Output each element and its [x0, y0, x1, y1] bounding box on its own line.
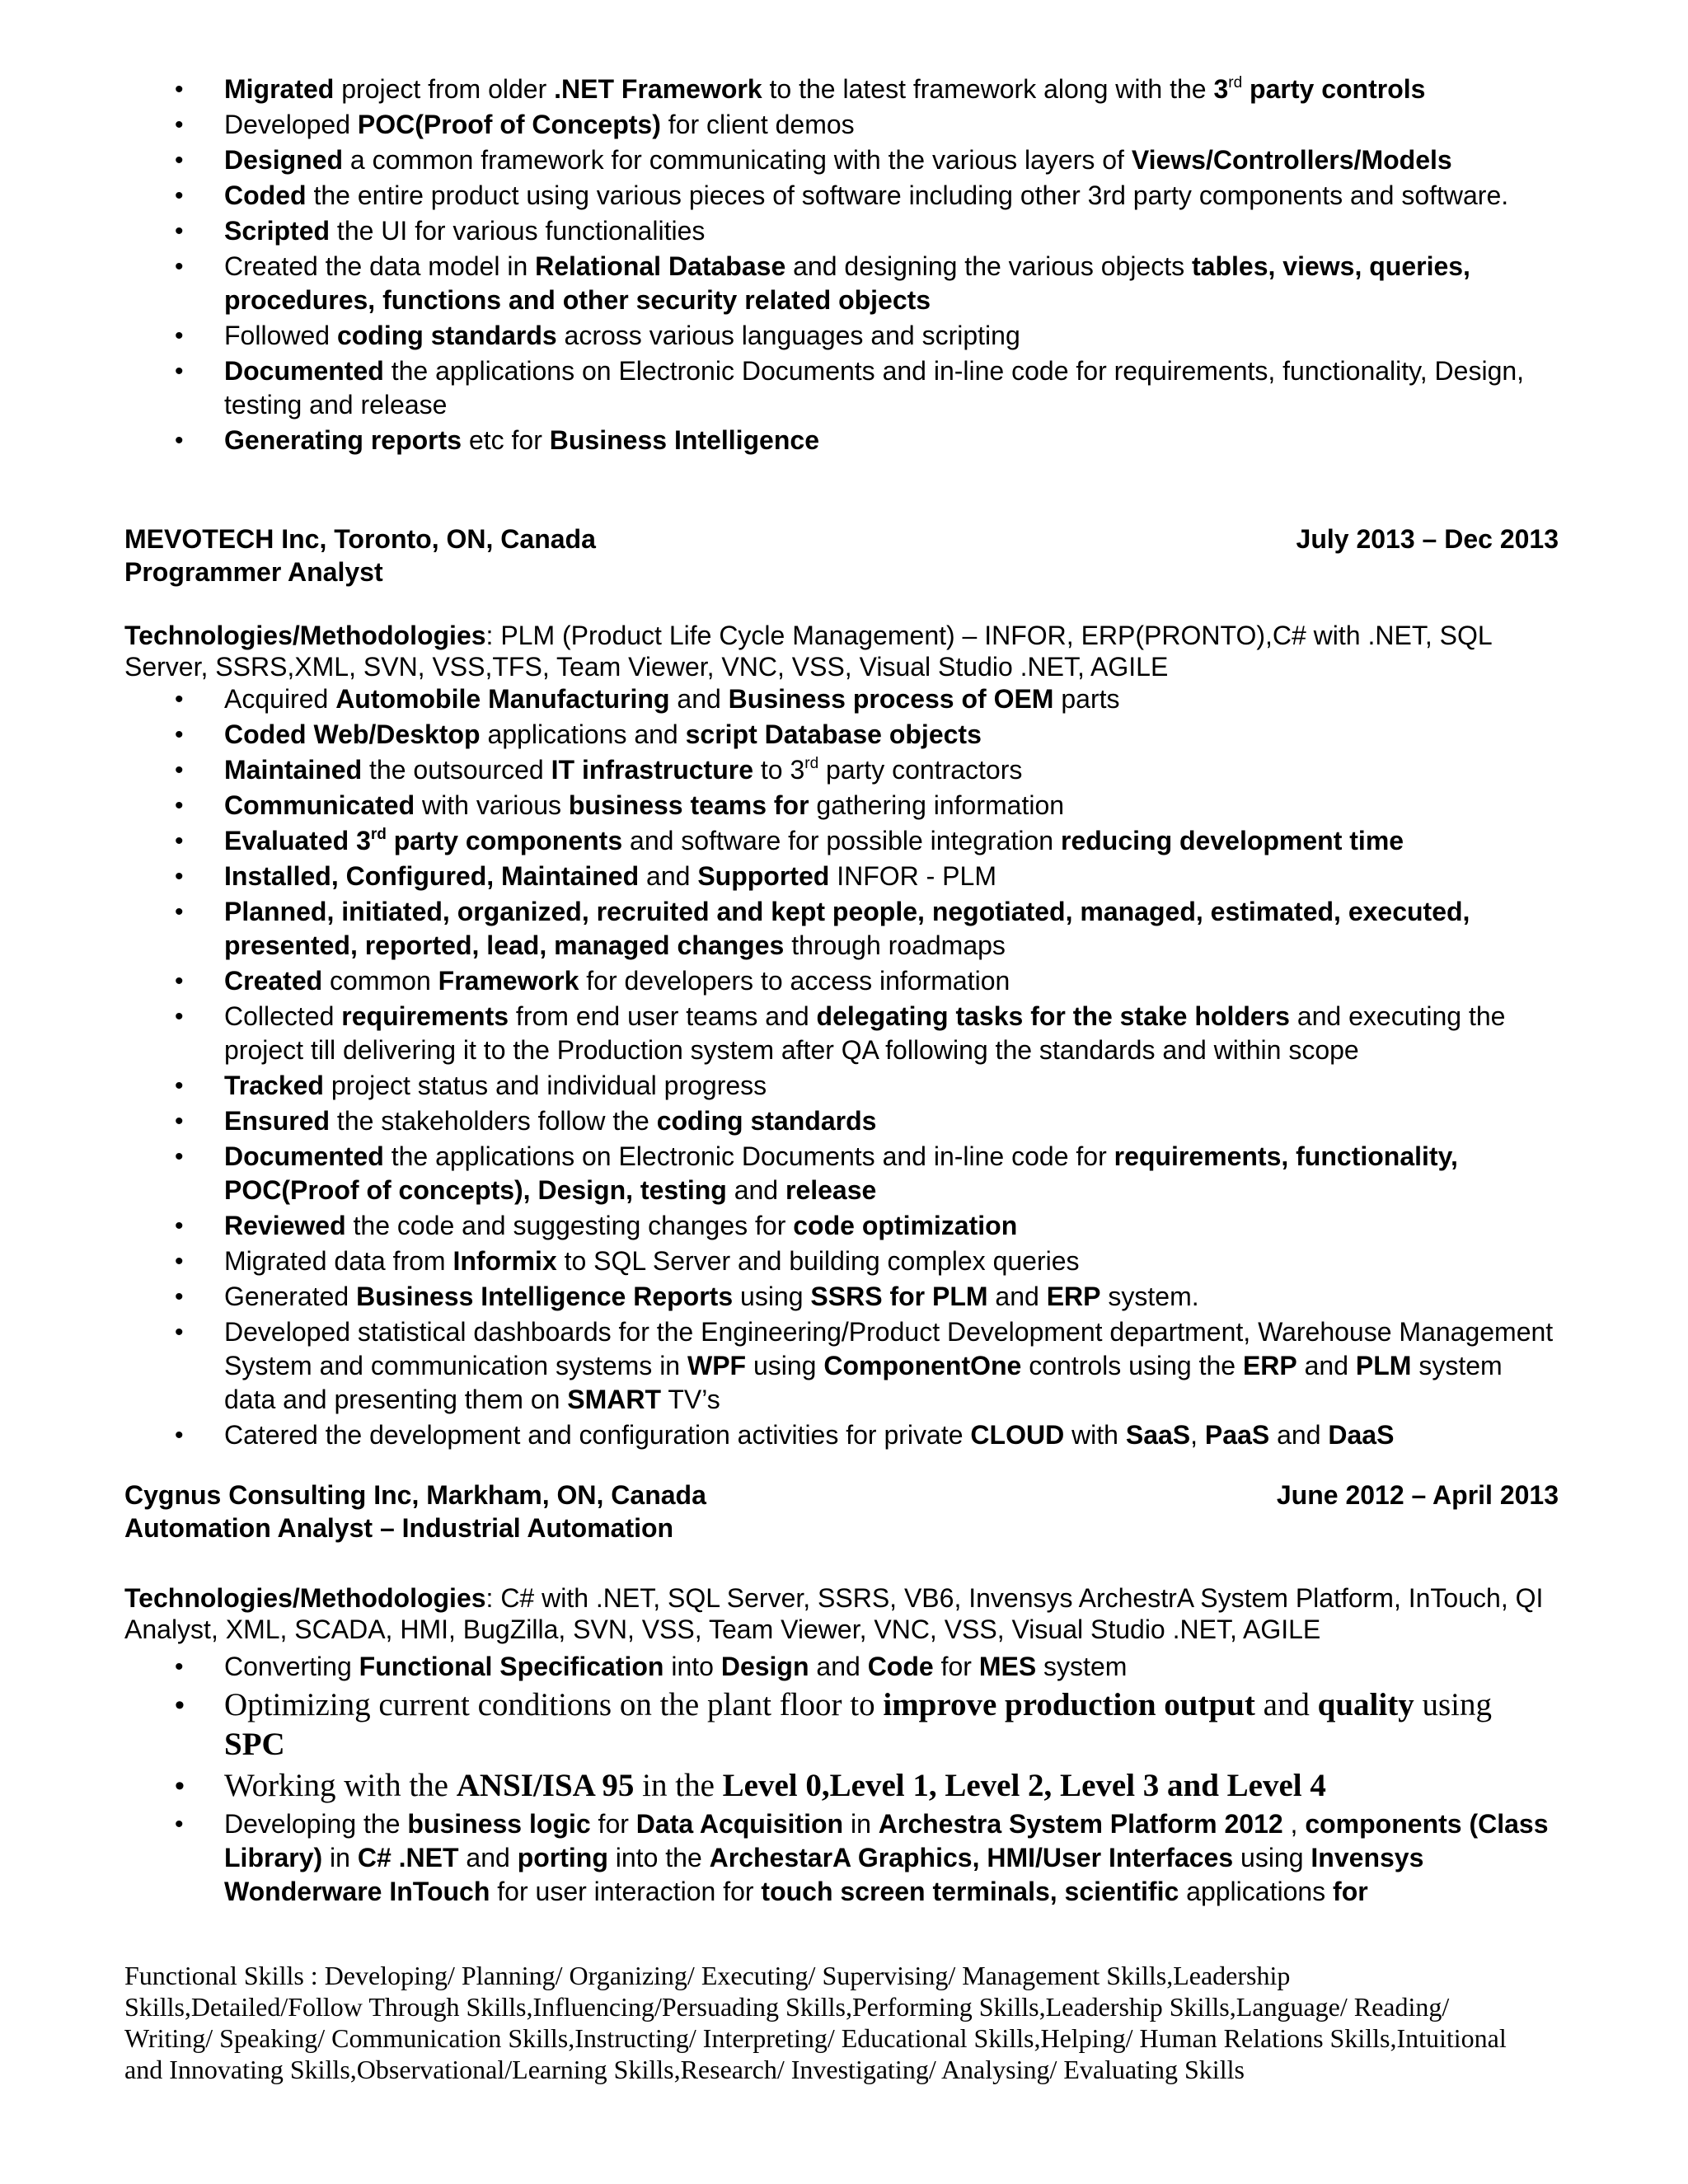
text-run: system data and presenting them on [224, 1351, 1503, 1414]
text-run: tables, views, queries, procedures, functions and other security related objects [224, 251, 1470, 315]
text-run: project status and individual progress [323, 1071, 767, 1100]
text-run: through roadmaps [784, 930, 1006, 960]
text-run: TV’s [661, 1385, 720, 1414]
text-run: for [933, 1652, 979, 1681]
text-run: and [458, 1843, 518, 1872]
text-run: : PLM (Product Life Cycle Management) – INFOR, ERP(PRONTO),C# with .NET, SQL Server, SSRS,XML, SVN, VSS,TFS, Team Viewer, VNC, VSS, Visual Studio .NET, AGILE [124, 621, 1492, 682]
text-run: Coded [224, 180, 307, 210]
text-run: touch screen terminals, scientific [761, 1877, 1179, 1906]
bullet-item [0, 964, 1688, 998]
bullet-dot-icon: • [175, 1653, 184, 1680]
text-run: Business Intelligence Reports [356, 1282, 734, 1311]
bullet-dot-icon: • [175, 757, 184, 784]
text-run: and [1254, 1687, 1318, 1722]
text-run: Documented [224, 356, 384, 386]
job2-title: Automation Analyst – Industrial Automation [124, 1513, 674, 1543]
text-run: IT infrastructure [551, 755, 753, 785]
text-run: in the [634, 1768, 723, 1803]
bullet-dot-icon: • [175, 253, 184, 280]
text-run: INFOR - PLM [829, 861, 996, 891]
text-run: the UI for various functionalities [330, 216, 706, 246]
text-run: Designed [224, 145, 344, 175]
text-run: with [1064, 1420, 1126, 1450]
text-run: the applications on Electronic Documents and in-line code for requirements, functionality, Design, testing and release [224, 356, 1525, 419]
text-run: improve production output [883, 1687, 1255, 1722]
text-run: Working with the [224, 1768, 457, 1803]
bullet-item [0, 895, 1688, 963]
bullet-item [0, 1280, 1688, 1314]
text-run: Relational Database [535, 251, 786, 281]
bullet-dot-icon: • [175, 968, 184, 995]
text-run: quality [1317, 1687, 1414, 1722]
bullet-dot-icon: • [175, 1212, 184, 1240]
bullet-dot-icon: • [175, 1283, 184, 1310]
bullet-item [0, 250, 1688, 317]
text-run: Archestra System Platform 2012 [878, 1809, 1283, 1839]
text-run: reducing development time [1060, 826, 1404, 855]
text-run: rd [1228, 74, 1243, 91]
text-run: a common framework for communicating with the various layers of [343, 145, 1132, 175]
text-run: Created the data model in [224, 251, 536, 281]
text-run: and [1269, 1420, 1329, 1450]
text-run: and [987, 1282, 1047, 1311]
text-run: the entire product using various pieces of software including other 3rd party components and software. [306, 180, 1509, 210]
bullet-item [0, 1000, 1688, 1067]
text-run: Optimizing current conditions on the plant floor to [224, 1687, 884, 1722]
text-run: and software for possible integration [622, 826, 1061, 855]
text-run: Installed, Configured, Maintained [224, 861, 640, 891]
text-run: parts [1053, 684, 1120, 714]
job1-technologies [124, 620, 1567, 682]
text-run: Developing the [224, 1809, 408, 1839]
text-run: to 3 [753, 755, 805, 785]
text-run: Migrated data from [224, 1246, 453, 1276]
job2-dates: June 2012 – April 2013 [1276, 1480, 1559, 1510]
text-run: for [590, 1809, 636, 1839]
text-run: Business Intelligence [549, 425, 819, 455]
job2-header [124, 1479, 1559, 1544]
text-run: Maintained [224, 755, 363, 785]
text-run: Documented [224, 1141, 384, 1171]
text-run: SaaS [1125, 1420, 1191, 1450]
text-run: Followed [224, 321, 337, 350]
text-run: , [1282, 1809, 1306, 1839]
text-run: ERP [1046, 1282, 1101, 1311]
bullet-item [0, 1418, 1688, 1452]
bullet-dot-icon: • [175, 76, 184, 103]
text-run: DaaS [1328, 1420, 1395, 1450]
text-run: Converting [224, 1652, 359, 1681]
bullet-dot-icon: • [175, 218, 184, 245]
text-run: ERP [1242, 1351, 1297, 1380]
bullet-dot-icon: • [175, 863, 184, 890]
text-run: , [1190, 1420, 1205, 1450]
bullet-dot-icon: • [175, 1690, 185, 1721]
text-run: system [1036, 1652, 1128, 1681]
text-run: Design [720, 1652, 809, 1681]
text-run: Communicated [224, 790, 415, 820]
bullet-dot-icon: • [175, 358, 184, 385]
bullet-dot-icon: • [175, 686, 184, 713]
text-run: gathering information [809, 790, 1065, 820]
text-run: Framework [438, 966, 579, 996]
job2-technologies [124, 1582, 1567, 1645]
text-run: and designing the various objects [785, 251, 1192, 281]
text-run: script Database objects [685, 719, 982, 749]
text-run: the applications on Electronic Documents and in-line code for [383, 1141, 1114, 1171]
bullet-item [0, 682, 1688, 716]
text-run: 3 [1213, 74, 1229, 104]
bullet-item [0, 1315, 1688, 1417]
text-run: using [733, 1282, 811, 1311]
text-run: Automobile Manufacturing [335, 684, 670, 714]
text-run: and [726, 1175, 785, 1205]
text-run: and executing the project till delivering it to the Production system after QA following the standards and within scope [224, 1001, 1506, 1065]
text-run: SPC [224, 1727, 285, 1762]
text-run: Supported [697, 861, 830, 891]
text-run: PaaS [1204, 1420, 1270, 1450]
text-run: Catered the development and configuration activities for private [224, 1420, 971, 1450]
text-run: the stakeholders follow the [330, 1106, 657, 1136]
text-run: Informix [452, 1246, 557, 1276]
bullet-item [0, 824, 1688, 858]
job2-company: Cygnus Consulting Inc, Markham, ON, Canada [124, 1480, 706, 1510]
text-run: Acquired [224, 684, 336, 714]
bullet-item [0, 354, 1688, 422]
text-run: business teams for [568, 790, 809, 820]
text-run: into the [607, 1843, 710, 1872]
bullet-dot-icon: • [175, 1770, 185, 1802]
bullet-item [0, 319, 1688, 353]
text-run: for client demos [660, 110, 855, 139]
bullet-item [0, 753, 1688, 787]
text-run: to the latest framework along with the [762, 74, 1214, 104]
text-run: Data Acquisition [635, 1809, 844, 1839]
text-run: .NET Framework [554, 74, 762, 104]
text-run: and [639, 861, 698, 891]
text-run: applications and [480, 719, 686, 749]
text-run: CLOUD [970, 1420, 1065, 1450]
bullet-item [0, 1650, 1688, 1684]
text-run: the code and suggesting changes for [345, 1211, 794, 1240]
text-run: Scripted [224, 216, 331, 246]
text-run: SSRS for PLM [810, 1282, 988, 1311]
text-run: project from older [334, 74, 555, 104]
text-run: Functional Specification [359, 1652, 664, 1681]
text-run: Tracked [224, 1071, 324, 1100]
bullet-item [0, 73, 1688, 106]
text-run: for [1333, 1877, 1368, 1906]
bullet-item [0, 1244, 1688, 1278]
text-run: Ensured [224, 1106, 331, 1136]
text-run: PLM [1355, 1351, 1412, 1380]
text-run: Business process of OEM [728, 684, 1054, 714]
text-run: using [1233, 1843, 1311, 1872]
bullet-dot-icon: • [175, 111, 184, 138]
text-run: into [663, 1652, 721, 1681]
bullet-dot-icon: • [175, 1003, 184, 1030]
text-run: Coded Web/Desktop [224, 719, 481, 749]
text-run: Generated [224, 1282, 357, 1311]
text-run: in [843, 1809, 879, 1839]
job1-header [124, 523, 1559, 588]
text-run: from end user teams and [509, 1001, 817, 1031]
bullet-item [0, 1104, 1688, 1138]
bullet-dot-icon: • [175, 1319, 184, 1346]
bullet-dot-icon: • [175, 827, 184, 855]
text-run: release [785, 1175, 877, 1205]
job2-bullets [0, 1650, 1688, 1909]
text-run: components (Class Library) [224, 1809, 1549, 1872]
text-run: C# .NET [357, 1843, 459, 1872]
bullet-dot-icon: • [175, 322, 184, 349]
text-run: requirements, functionality, POC(Proof of concepts), Design, testing [224, 1141, 1458, 1205]
bullet-item [0, 143, 1688, 177]
bullet-item [0, 108, 1688, 142]
text-run: Collected [224, 1001, 342, 1031]
bullet-dot-icon: • [175, 1811, 184, 1838]
job1-bullets [0, 682, 1688, 1452]
bullet-item [0, 718, 1688, 752]
bullet-dot-icon: • [175, 1108, 184, 1135]
text-run: the outsourced [362, 755, 551, 785]
text-run: party components [386, 826, 623, 855]
text-run: and [809, 1652, 868, 1681]
text-run: WPF [687, 1351, 747, 1380]
text-run: : C# with .NET, SQL Server, SSRS, VB6, Invensys ArchestrA System Platform, InTouch, QI Analyst, XML, SCADA, HMI, BugZilla, SVN, VSS, Team Viewer, VNC, VSS, Visual Studio .NET, AGILE [124, 1583, 1544, 1644]
text-run: in [322, 1843, 358, 1872]
text-run: rd [370, 826, 387, 843]
text-run: Code [867, 1652, 934, 1681]
text-run: porting [517, 1843, 608, 1872]
bullet-item [0, 789, 1688, 823]
bullet-item [0, 1069, 1688, 1103]
bullet-item [0, 860, 1688, 893]
text-run: for user interaction for [490, 1877, 762, 1906]
bullet-item [0, 214, 1688, 248]
bullet-item [0, 1209, 1688, 1243]
text-run: common [322, 966, 438, 996]
text-run: using [746, 1351, 824, 1380]
text-run: to SQL Server and building complex queries [556, 1246, 1080, 1276]
bullet-dot-icon: • [175, 147, 184, 174]
text-run: code optimization [793, 1211, 1018, 1240]
text-run: party controls [1242, 74, 1426, 104]
text-run: and [669, 684, 729, 714]
text-run: delegating tasks for the stake holders [816, 1001, 1290, 1031]
bullet-dot-icon: • [175, 898, 184, 926]
text-run: Invensys Wonderware InTouch [224, 1843, 1424, 1906]
text-run: across various languages and scripting [556, 321, 1020, 350]
bullet-item [0, 424, 1688, 457]
text-run: business logic [407, 1809, 591, 1839]
text-run: Developed statistical dashboards for the Engineering/Product Development department, Warehouse Management System and communication systems in [224, 1317, 1554, 1380]
text-run: etc for [462, 425, 550, 455]
bullet-dot-icon: • [175, 1422, 184, 1449]
job1-company: MEVOTECH Inc, Toronto, ON, Canada [124, 524, 596, 554]
text-run: ArchestarA Graphics, HMI/User Interfaces [709, 1843, 1234, 1872]
text-run: Technologies/Methodologies [124, 621, 486, 650]
text-run: Planned, initiated, organized, recruited and kept people, negotiated, managed, estimated, executed, presented, reported, lead, managed changes [224, 897, 1470, 960]
bullet-item [0, 1766, 1688, 1806]
text-run: POC(Proof of Concepts) [357, 110, 661, 139]
bullet-dot-icon: • [175, 182, 184, 209]
bullet-dot-icon: • [175, 1143, 184, 1170]
text-run: party contractors [818, 755, 1023, 785]
text-run: for developers to access information [579, 966, 1010, 996]
text-run: ComponentOne [823, 1351, 1022, 1380]
bullet-dot-icon: • [175, 792, 184, 819]
text-run: MES [978, 1652, 1037, 1681]
text-run: Reviewed [224, 1211, 346, 1240]
text-run: Level 0,Level 1, Level 2, Level 3 and Level 4 [722, 1768, 1326, 1803]
text-run: Views/Controllers/Models [1131, 145, 1452, 175]
text-run: Developed [224, 110, 358, 139]
bullet-dot-icon: • [175, 1072, 184, 1099]
text-run: coding standards [656, 1106, 877, 1136]
text-run: applications [1179, 1877, 1334, 1906]
functional-skills-footer: Functional Skills : Developing/ Planning/ Organizing/ Executing/ Supervising/ Management Skills,Leadership Skills,Detailed/Follow Through Skills,Influencing/Persuading Skills,Performing Skills,Leadership Skills,Language/ Reading/ Writing/ Speaking/ Communication Skills,Instructing/ Interpreting/ Educational Skills,Helping/ Human Relations Skills,Intuitional and Innovating Skills,Observational/Learning Skills,Research/ Investigating/ Analysing/ Evaluating Skills [124, 1961, 1507, 2084]
bullet-dot-icon: • [175, 721, 184, 748]
text-run: and [1296, 1351, 1356, 1380]
text-run: requirements [341, 1001, 509, 1031]
bullet-item [0, 179, 1688, 213]
text-run: controls using the [1021, 1351, 1243, 1380]
bullet-item [0, 1685, 1688, 1765]
section1-bullets [0, 73, 1688, 457]
bullet-dot-icon: • [175, 427, 184, 454]
bullet-dot-icon: • [175, 1248, 184, 1275]
job1-title: Programmer Analyst [124, 557, 383, 587]
job1-dates: July 2013 – Dec 2013 [1296, 524, 1559, 554]
text-run: using [1414, 1687, 1492, 1722]
text-run: coding standards [336, 321, 557, 350]
bullet-item [0, 1807, 1688, 1909]
text-run: Created [224, 966, 323, 996]
text-run: Generating reports [224, 425, 462, 455]
text-run: Migrated [224, 74, 335, 104]
text-run: ANSI/ISA 95 [456, 1768, 635, 1803]
text-run: rd [804, 755, 819, 772]
text-run: Technologies/Methodologies [124, 1583, 486, 1613]
text-run: with various [415, 790, 569, 820]
bullet-item [0, 1140, 1688, 1207]
text-run: system. [1100, 1282, 1199, 1311]
text-run: Evaluated 3 [224, 826, 371, 855]
text-run: SMART [567, 1385, 662, 1414]
